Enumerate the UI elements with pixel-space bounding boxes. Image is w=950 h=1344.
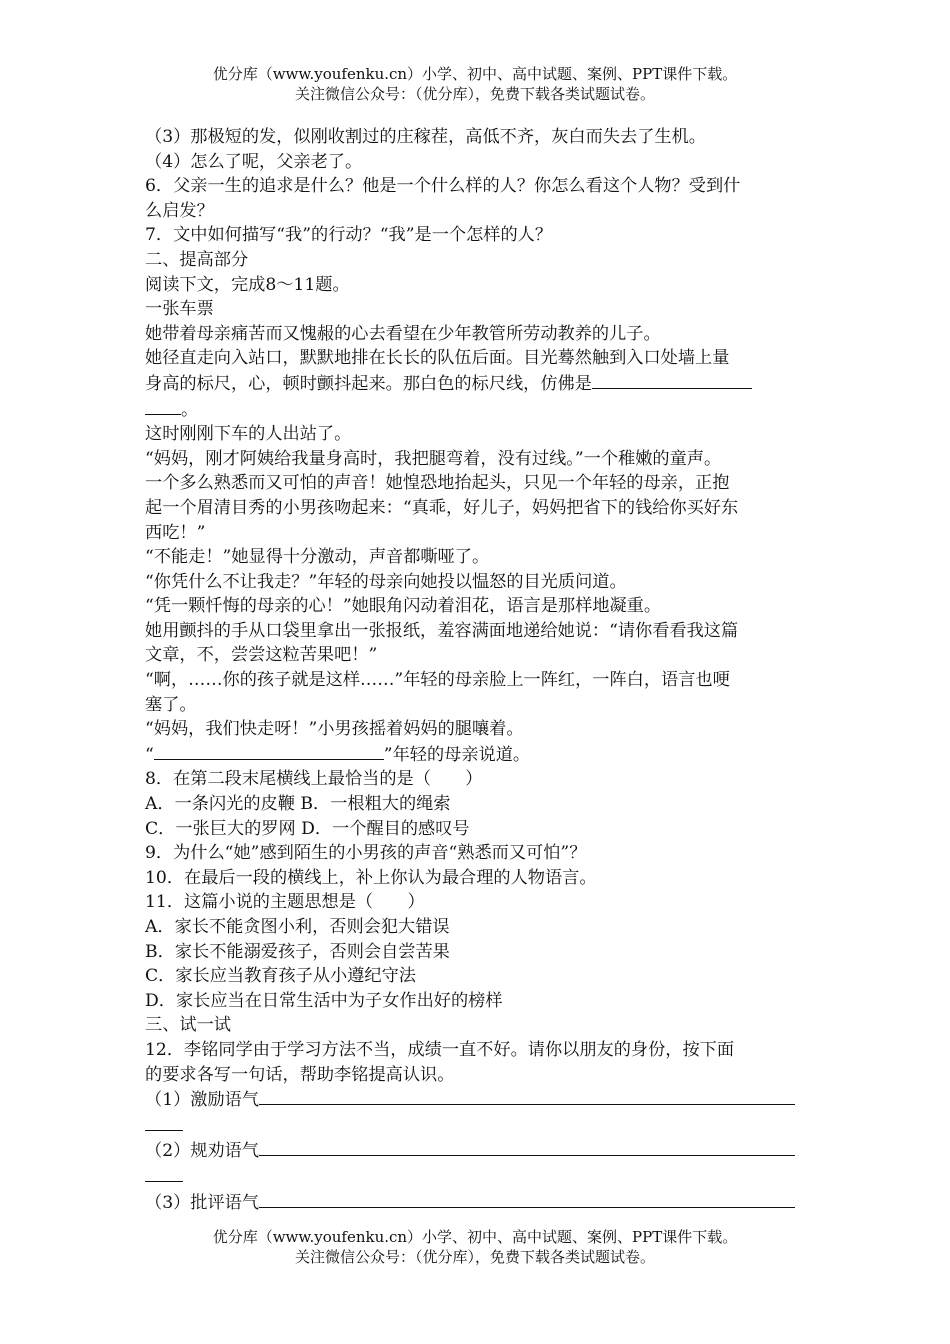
question-12-line-2: 的要求各写一句话，帮助李铭提高认识。: [145, 1064, 455, 1085]
story-paragraph-with-blank: [145, 371, 810, 397]
question-11-option-a: A．家长不能贪图小利，否则会犯大错误: [145, 917, 450, 937]
footer-line-1: 优分库（www.youfenku.cn）小学、初中、高中试题、案例、PPT课件下载。: [212, 1228, 738, 1246]
story-text: ”年轻的母亲说道。: [383, 744, 531, 765]
header-line-1: 优分库（www.youfenku.cn）小学、初中、高中试题、案例、PPT课件下载。: [212, 65, 738, 83]
answer-blank[interactable]: [154, 742, 384, 760]
story-paragraph: “妈妈，我们快走呀！”小男孩摇着妈妈的腿嚷着。: [145, 719, 524, 740]
story-paragraph: 文章，不，尝尝这粒苦果吧！”: [145, 645, 378, 666]
question-11: 11．这篇小说的主题思想是（ ）: [145, 892, 425, 913]
answer-blank[interactable]: [592, 371, 752, 389]
sub-question-1: [145, 1087, 810, 1113]
answer-blank[interactable]: [259, 1087, 795, 1105]
story-text: “: [145, 744, 154, 765]
story-title: 一张车票: [145, 299, 214, 320]
answer-blank-continuation: [145, 1113, 810, 1139]
page-header: [0, 64, 950, 104]
story-paragraph: 她用颤抖的手从口袋里拿出一张报纸，羞容满面地递给她说：“请你看看我这篇: [145, 620, 739, 641]
story-paragraph: “你凭什么不让我走？”年轻的母亲向她投以愠怒的目光质问道。: [145, 571, 627, 592]
question-7: 7．文中如何描写“我”的行动？“我”是一个怎样的人？: [145, 225, 553, 246]
question-10: 10．在最后一段的横线上，补上你认为最合理的人物语言。: [145, 867, 597, 888]
sub-question-label: （3）批评语气: [145, 1192, 260, 1213]
header-line-2: 关注微信公众号：（优分库），免费下载各类试题试卷。: [294, 85, 655, 103]
answer-blank[interactable]: [145, 397, 181, 415]
story-paragraph: “不能走！”她显得十分激动，声音都嘶哑了。: [145, 547, 490, 568]
answer-blank-continuation: [145, 1164, 810, 1190]
story-paragraph: 塞了。: [145, 694, 197, 715]
text-line: （3）那极短的发，似刚收割过的庄稼茬，高低不齐，灰白而失去了生机。: [145, 127, 706, 147]
answer-blank[interactable]: [145, 1113, 183, 1131]
question-8-options-ab: A．一条闪光的皮鞭 B．一根粗大的绳索: [145, 794, 451, 815]
question-6-line-2: 么启发？: [145, 200, 214, 221]
answer-blank[interactable]: [145, 1164, 183, 1182]
sub-question-3: [145, 1190, 810, 1216]
story-paragraph-with-blank: [145, 397, 810, 423]
sub-question-2: [145, 1138, 810, 1164]
story-paragraph: 这时刚刚下车的人出站了。: [145, 424, 352, 445]
sub-question-label: （2）规劝语气: [145, 1141, 260, 1162]
question-8-options-cd: C．一张巨大的罗网 D．一个醒目的感叹号: [145, 818, 470, 839]
question-11-option-b: B．家长不能溺爱孩子，否则会自尝苦果: [145, 941, 450, 962]
story-text: 。: [181, 399, 199, 420]
story-paragraph: 一个多么熟悉而又可怕的声音！她惶恐地抬起头，只见一个年轻的母亲，正抱: [145, 473, 730, 494]
answer-blank[interactable]: [259, 1190, 795, 1208]
question-11-option-d: D．家长应当在日常生活中为子女作出好的榜样: [145, 990, 503, 1011]
story-paragraph-with-blank: [145, 742, 810, 768]
question-9: 9．为什么“她”感到陌生的小男孩的声音“熟悉而又可怕”？: [145, 843, 587, 864]
document-body: [145, 125, 810, 1215]
page-footer: [0, 1227, 950, 1267]
story-paragraph: 她径直走向入站口，默默地排在长长的队伍后面。目光蓦然触到入口处墙上量: [145, 348, 730, 369]
sub-question-label: （1）激励语气: [145, 1090, 260, 1111]
story-paragraph: 西吃！”: [145, 522, 206, 543]
question-11-option-c: C．家长应当教育孩子从小遵纪守法: [145, 966, 416, 987]
story-paragraph: “凭一颗忏悔的母亲的心！”她眼角闪动着泪花，语言是那样地凝重。: [145, 596, 662, 617]
text-line: （4）怎么了呢，父亲老了。: [145, 151, 363, 172]
story-paragraph: 她带着母亲痛苦而又愧赧的心去看望在少年教管所劳动教养的儿子。: [145, 323, 661, 344]
footer-line-2: 关注微信公众号：（优分库），免费下载各类试题试卷。: [294, 1248, 655, 1266]
reading-instruction: 阅读下文，完成8～11题。: [145, 274, 350, 295]
answer-blank[interactable]: [259, 1138, 795, 1156]
section-2-heading: 二、提高部分: [145, 249, 249, 270]
story-text: 身高的标尺，心，顿时颤抖起来。那白色的标尺线，仿佛是: [145, 373, 592, 394]
story-paragraph: “妈妈，刚才阿姨给我量身高时，我把腿弯着，没有过线。”一个稚嫩的童声。: [145, 448, 722, 469]
story-paragraph: 起一个眉清目秀的小男孩吻起来：“真乖，好儿子，妈妈把省下的钱给你买好东: [145, 497, 739, 518]
story-paragraph: “啊，……你的孩子就是这样……”年轻的母亲脸上一阵红，一阵白，语言也哽: [145, 670, 730, 691]
section-3-heading: 三、试一试: [145, 1015, 231, 1036]
question-8: 8．在第二段末尾横线上最恰当的是（ ）: [145, 769, 483, 790]
question-6-line-1: 6．父亲一生的追求是什么？他是一个什么样的人？你怎么看这个人物？受到什: [145, 176, 741, 197]
question-12-line-1: 12．李铭同学由于学习方法不当，成绩一直不好。请你以朋友的身份，按下面: [145, 1039, 735, 1060]
